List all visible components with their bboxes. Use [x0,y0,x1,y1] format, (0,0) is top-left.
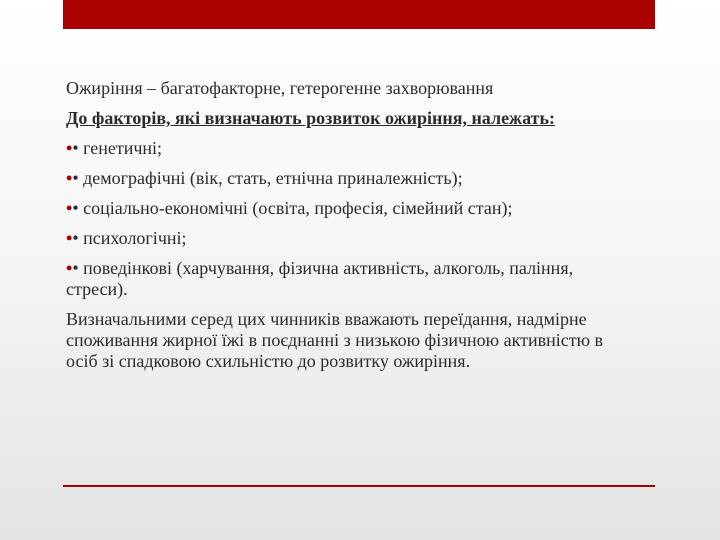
factors-heading: До факторів, які визначають розвиток ожиріння, належать: [66,108,555,128]
bullet-icon: • [66,168,73,188]
bullet-icon: • [66,258,73,278]
bullet-text: • генетичні; [72,138,163,158]
conclusion-text: Визначальними серед цих чинників вважають переїдання, надмірне споживання жирної їжі в поєднанні з низькою фізичною активністю в осіб зі спадковою схильністю до розвитку ожиріння. [66,309,604,371]
top-accent-bar [63,0,655,29]
bullet-text: • демографічні (вік, стать, етнічна приналежність); [72,168,463,188]
bullet-icon: • [66,228,73,248]
bullet-behavioral [66,258,626,300]
bottom-divider [63,485,655,487]
bullet-text: • поведінкові (харчування, фізична активність, алкоголь, паління, стреси). [66,258,574,299]
bullet-text: • соціально-економічні (освіта, професія, сімейний стан); [72,198,513,218]
slide-content [66,78,626,381]
intro-text: Ожиріння – багатофакторне, гетерогенне захворювання [66,78,494,98]
bullet-icon: • [66,198,73,218]
bullet-demographic [66,168,626,189]
bullet-psychological [66,228,626,249]
bullet-genetic [66,138,626,159]
bullet-socioeconomic [66,198,626,219]
bullet-text: • психологічні; [72,228,187,248]
bullet-icon: • [66,138,73,158]
